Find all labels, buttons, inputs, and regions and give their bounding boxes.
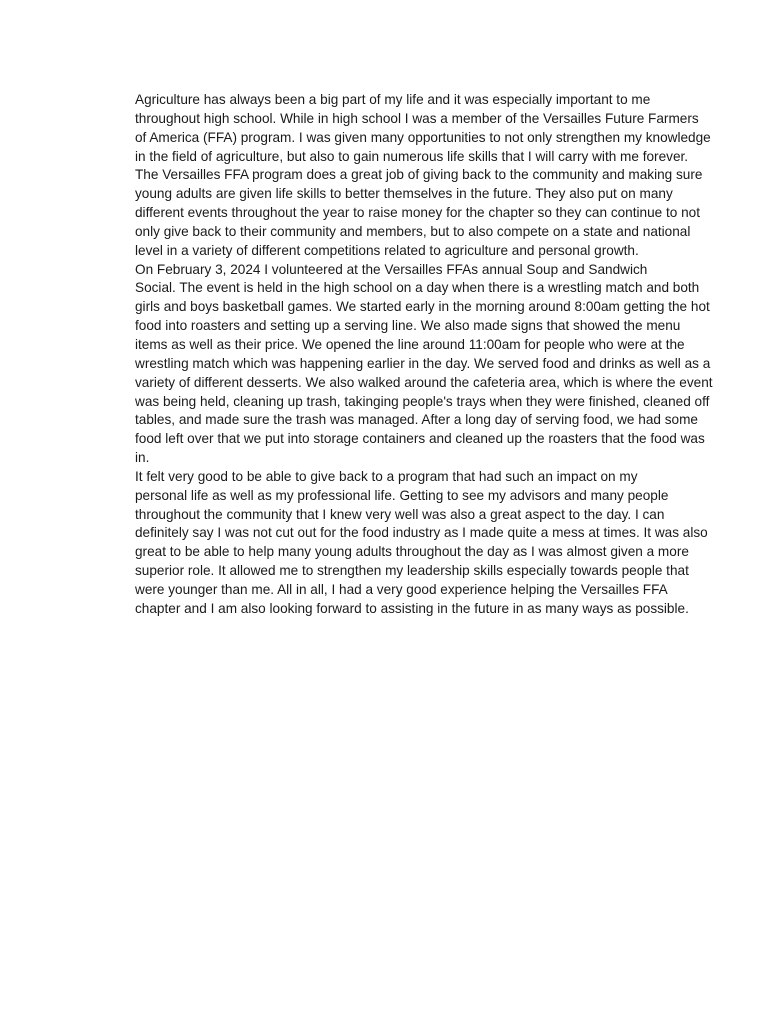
text-line: personal life as well as my professional life. Getting to see my advisors and many people (135, 487, 669, 503)
text-line: On February 3, 2024 I volunteered at the Versailles FFAs annual Soup and Sandwich (135, 261, 648, 277)
paragraph-reflection (90, 468, 708, 619)
text-line: The Versailles FFA program does a great job of giving back to the community and making sure (135, 167, 703, 183)
text-line: was being held, cleaning up trash, takinging people's trays when they were finished, cleaned off (135, 393, 710, 409)
text-line: wrestling match which was happening earlier in the day. We served food and drinks as well as a (135, 355, 711, 371)
text-line: great to be able to help many young adults throughout the day as I was almost given a more (135, 544, 689, 560)
text-line: level in a variety of different competitions related to agriculture and personal growth. (135, 242, 639, 258)
text-line: in. (135, 450, 150, 466)
text-line: throughout the community that I knew very well was also a great aspect to the day. I can (135, 506, 665, 522)
text-line: tables, and made sure the trash was managed. After a long day of serving food, we had some (135, 412, 698, 428)
text-line: only give back to their community and members, but to also compete on a state and national (135, 223, 691, 239)
paragraph-event (90, 261, 713, 468)
text-line: It felt very good to be able to give back to a program that had such an impact on my (135, 468, 638, 484)
text-line: young adults are given life skills to better themselves in the future. They also put on many (135, 186, 673, 202)
text-line: different events throughout the year to raise money for the chapter so they can continue to not (135, 205, 700, 221)
text-line: Social. The event is held in the high school on a day when there is a wrestling match and both (135, 280, 700, 296)
text-line: food left over that we put into storage containers and cleaned up the roasters that the food was (135, 431, 705, 447)
text-line: variety of different desserts. We also walked around the cafeteria area, which is where the event (135, 374, 713, 390)
text-line: definitely say I was not cut out for the food industry as I made quite a mess at times. It was also (135, 525, 708, 541)
paragraph-intro (90, 91, 711, 261)
text-line: girls and boys basketball games. We started early in the morning around 8:00am getting the hot (135, 299, 710, 315)
text-line: of America (FFA) program. I was given many opportunities to not only strengthen my knowledge (135, 129, 711, 145)
text-line: Agriculture has always been a big part of my life and it was especially important to me (135, 92, 651, 107)
text-line: items as well as their price. We opened the line around 11:00am for people who were at the (135, 336, 685, 352)
text-line: in the field of agriculture, but also to gain numerous life skills that I will carry with me forever. (135, 148, 689, 164)
text-line: food into roasters and setting up a serving line. We also made signs that showed the menu (135, 318, 681, 334)
text-line: superior role. It allowed me to strengthen my leadership skills especially towards people that (135, 563, 689, 579)
document-body (90, 91, 713, 619)
text-line: throughout high school. While in high school I was a member of the Versailles Future Farmers (135, 110, 699, 126)
text-line: chapter and I am also looking forward to assisting in the future in as many ways as possible. (135, 600, 689, 616)
text-line: were younger than me. All in all, I had a very good experience helping the Versailles FFA (135, 581, 668, 597)
